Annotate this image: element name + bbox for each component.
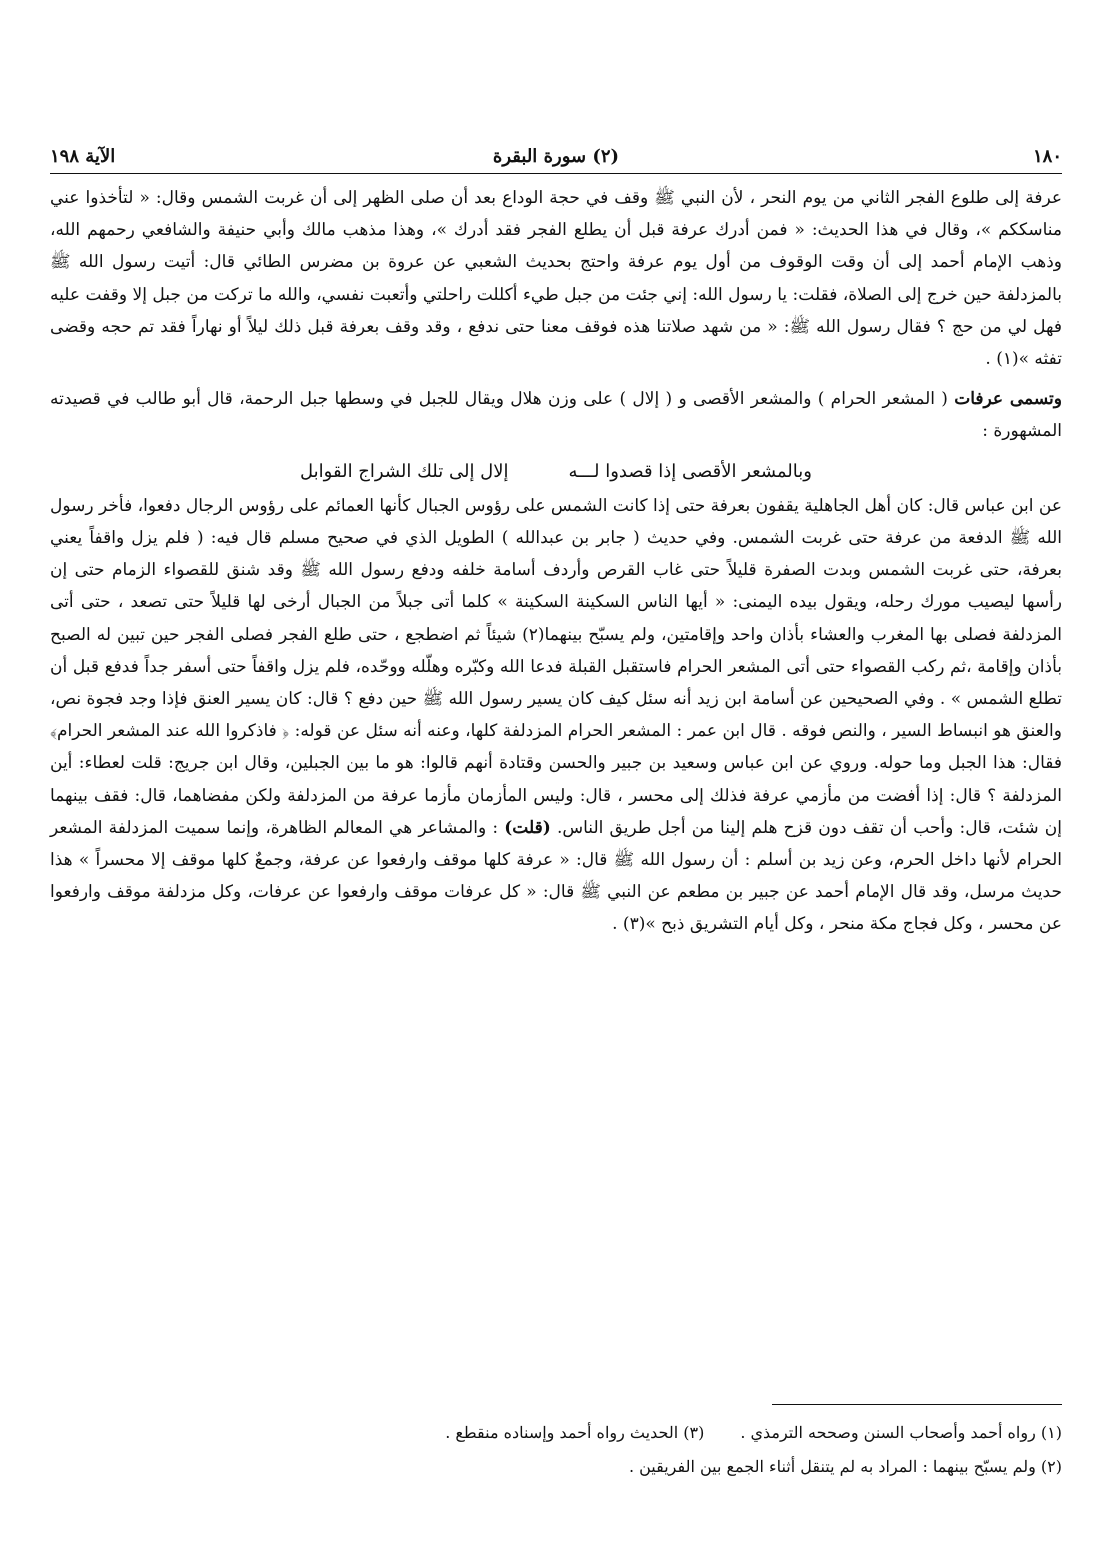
paragraph-lead: وتسمى عرفات [954,389,1062,410]
aya-number: الآية ١٩٨ [50,146,116,167]
footnote-2: (٢) ولم يسبّح بينهما : المراد به لم يتنقل أثناء الجمع بين الفريقين . [628,1457,1062,1476]
verse-second-hemistich: إلال إلى تلك الشراج القوابل [300,460,509,482]
footnote-1: (١) رواه أحمد وأصحاب السنن وصححه الترمذي . [740,1423,1062,1442]
footnote-row [50,1416,1062,1450]
qultu-marker: (قلت) [504,817,551,838]
footnote-3: (٣) الحديث رواه أحمد وإسناده منقطع . [445,1423,705,1442]
footnote-rule [772,1404,1062,1405]
header-rule [50,173,1062,174]
paragraph-text: عن ابن عباس قال: كان أهل الجاهلية يقفون بعرفة حتى إذا كانت الشمس على رؤوس الجبال كأنها العمائم على رؤوس الرجال دفعوا، فأخر رسول الله ﷺ الدفعة من عرفة حتى غربت الشمس. وفي حديث ( جابر بن عبدالله ) الطويل الذي في صحيح مسلم قال فيه: ( فلم يزل واقفاً يعني بعرفة، حتى غربت الشمس وبدت الصفرة قليلاً حتى غاب القرص وأردف أسامة خلفه ودفع رسول الله ﷺ وقد شنق للقصواء الزمام حتى إن رأسها ليصيب مورك رحله، ويقول بيده اليمنى: « أيها الناس السكينة السكينة » كلما أتى جبلاً من الجبال أرخى لها قليلاً حتى تصعد ، حتى أتى المزدلفة فصلى بها المغرب والعشاء بأذان واحد وإقامتين، ولم يسبّح بينهما(٢) شيئاً ثم اضطجع ، حتى طلع الفجر فصلى الفجر حين تبين له الصبح بأذان وإقامة ،ثم ركب القصواء حتى أتى المشعر الحرام فاستقبل القبلة فدعا الله وكبّره وهلّله ووحّده، فلم يزل واقفاً حتى أسفر جداً فدفع قبل أن تطلع الشمس » . وفي الصحيحين عن أسامة ابن زيد أنه سئل كيف كان يسير رسول الله ﷺ حين دفع ؟ قال: كان يسير العنق فإذا وجد فجوة نص، والعنق هو انبساط السير ، والنص فوقه . قال ابن عمر : المشعر الحرام المزدلفة كلها، وعنه أنه سئل عن قوله: ﴿ فاذكروا الله عند المشعر الحرام﴾ فقال: هذا الجبل وما حوله. وروي عن ابن عباس وسعيد بن جبير والحسن وقتادة أنهم قالوا: هو ما بين الجبلين، وقال ابن جريج: قلت لعطاء: أين المزدلفة ؟ قال: إذا أفضت من مأزمي عرفة فذلك إلى محسر ، قال: وليس المأزمان مأزما عرفة من المزدلفة ولكن مفضاهما، قال: فقف بينهما إن شئت، قال: وأحب أن تقف دون قزح هلم إلينا من أجل طريق الناس. [50,495,1063,838]
poetry-verse [50,456,1062,488]
paragraph [50,383,1062,447]
verse-first-hemistich: وبالمشعر الأقصى إذا قصدوا لـــه [568,460,812,482]
running-header [50,146,1062,176]
paragraph [50,490,1062,941]
footnote-row [50,1450,1062,1484]
paragraph: عرفة إلى طلوع الفجر الثاني من يوم النحر ، لأن النبي ﷺ وقف في حجة الوداع بعد أن صلى الظهر إلى أن غربت الشمس وقال: « لتأخذوا عني مناسككم »، وقال في هذا الحديث: « فمن أدرك عرفة قبل أن يطلع الفجر فقد أدرك »، وهذا مذهب مالك وأبي حنيفة والشافعي رحمهم الله، وذهب الإمام أحمد إلى أن وقت الوقوف من أول يوم عرفة واحتج بحديث الشعبي عن عروة بن مضرس الطائي قال: أتيت رسول الله ﷺ بالمزدلفة حين خرج إلى الصلاة، فقلت: يا رسول الله: إني جئت من جبل طيء أكللت راحلتي وأتعبت نفسي، والله ما تركت من جبل إلا وقفت عليه فهل لي من حج ؟ فقال رسول الله ﷺ: « من شهد صلاتنا هذه فوقف معنا حتى ندفع ، وقد وقف بعرفة قبل ذلك ليلاً أو نهاراً فقد تم حجه وقضى تفثه »(١) . [50,188,1063,370]
main-text [50,182,1062,949]
footnotes [50,1416,1062,1484]
book-page [50,0,1062,1549]
page-number: ١٨٠ [1032,146,1062,167]
sura-title: (٢) سورة البقرة [492,146,620,167]
paragraph-text: : والمشاعر هي المعالم الظاهرة، وإنما سميت المزدلفة المشعر الحرام لأنها داخل الحرم، وعن زيد بن أسلم : أن رسول الله ﷺ قال: « عرفة كلها موقف وارفعوا عن عرفة، وجمعٌ كلها موقف إلا محسراً » هذا حديث مرسل، وقد قال الإمام أحمد عن جبير بن مطعم عن النبي ﷺ قال: « كل عرفات موقف وارفعوا عن عرفات، وكل مزدلفة موقف وارفعوا عن محسر ، وكل فجاج مكة منحر ، وكل أيام التشريق ذبح »(٣) . [50,817,1062,935]
paragraph-text: ( المشعر الحرام ) والمشعر الأقصى و ( إلال ) على وزن هلال ويقال للجبل في وسطها جبل الرحمة، قال أبو طالب في قصيدته المشهورة : [50,389,1062,442]
